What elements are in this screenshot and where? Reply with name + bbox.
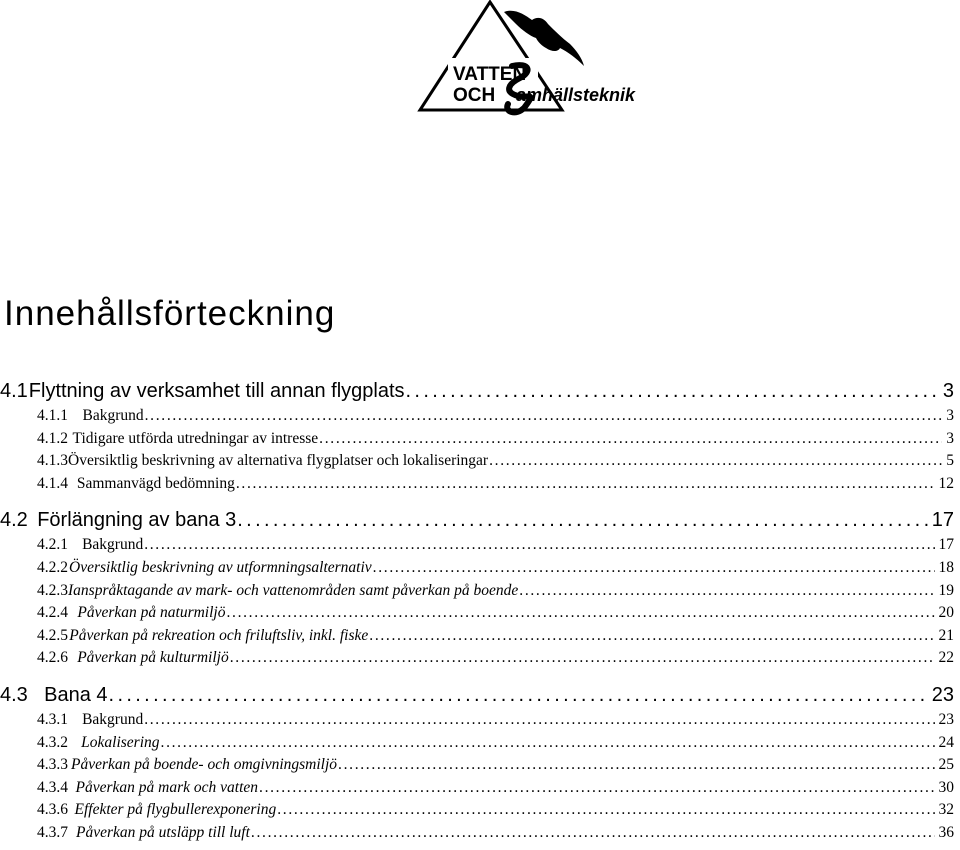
entry-page: 3 <box>943 405 954 428</box>
dot-leader <box>319 428 942 451</box>
logo-line2: OCH <box>453 85 496 106</box>
toc-section-4-3 <box>0 682 960 845</box>
entry-title: Ianspråktagande av mark- och vattenområden samt påverkan på boende <box>68 580 518 603</box>
entry-number: 4.1 <box>0 378 29 405</box>
entry-number: 4.1.2 <box>0 428 73 451</box>
entry-page: 12 <box>936 473 955 496</box>
vatten-och-samhallsteknik-logo <box>412 0 662 140</box>
entry-title: Bakgrund <box>82 405 143 428</box>
entry-number: 4.1.1 <box>0 405 82 428</box>
dot-leader <box>406 378 941 405</box>
dot-leader <box>236 473 935 496</box>
toc-section-4-1 <box>0 378 960 495</box>
entry-title: Översiktlig beskrivning av utformningsalternativ <box>69 557 372 580</box>
toc-entry[interactable] <box>0 580 960 603</box>
entry-title: Påverkan på kulturmiljö <box>77 647 229 670</box>
dot-leader <box>230 647 935 670</box>
toc-entry[interactable] <box>0 822 960 845</box>
entry-number: 4.1.4 <box>0 473 77 496</box>
entry-number: 4.2.2 <box>0 557 69 580</box>
entry-page: 20 <box>936 602 955 625</box>
entry-number: 4.3.2 <box>0 732 81 755</box>
entry-number: 4.2.5 <box>0 625 69 648</box>
entry-title: Påverkan på mark och vatten <box>76 777 259 800</box>
entry-title: Bakgrund <box>82 709 143 732</box>
entry-number: 4.2.1 <box>0 534 82 557</box>
entry-title: Tidigare utförda utredningar av intresse <box>73 428 319 451</box>
toc-entry[interactable] <box>0 625 960 648</box>
toc-entry[interactable] <box>0 682 960 709</box>
entry-page: 3 <box>942 378 954 405</box>
entry-page: 24 <box>936 732 955 755</box>
logo-graphic <box>412 0 662 140</box>
entry-page: 21 <box>936 625 955 648</box>
section-gap <box>0 670 960 682</box>
entry-title: Sammanvägd bedömning <box>77 473 235 496</box>
dot-leader <box>519 580 934 603</box>
dot-leader <box>277 799 934 822</box>
toc-entry[interactable] <box>0 473 960 496</box>
entry-number: 4.3.7 <box>0 822 76 845</box>
dot-leader <box>161 732 935 755</box>
entry-title: Effekter på flygbullerexponering <box>74 799 276 822</box>
toc-entry[interactable] <box>0 507 960 534</box>
dot-leader <box>237 507 929 534</box>
entry-page: 22 <box>936 647 955 670</box>
toc-entry[interactable] <box>0 428 960 451</box>
dot-leader <box>338 754 934 777</box>
dot-leader <box>373 557 935 580</box>
toc-entry[interactable] <box>0 557 960 580</box>
toc-entry[interactable] <box>0 647 960 670</box>
entry-page: 5 <box>943 450 954 473</box>
toc-entry[interactable] <box>0 602 960 625</box>
entry-number: 4.3.3 <box>0 754 71 777</box>
toc-entry[interactable] <box>0 534 960 557</box>
entry-number: 4.2.6 <box>0 647 77 670</box>
entry-title: Flyttning av verksamhet till annan flygplats <box>29 378 405 405</box>
dot-leader <box>109 682 930 709</box>
entry-page: 17 <box>931 507 954 534</box>
dot-leader <box>259 777 934 800</box>
section-gap <box>0 495 960 507</box>
logo-line3: amhällsteknik <box>516 85 636 105</box>
entry-title: Lokalisering <box>81 732 159 755</box>
dot-leader <box>144 534 934 557</box>
entry-title: Bakgrund <box>82 534 143 557</box>
entry-page: 30 <box>936 777 955 800</box>
toc-entry[interactable] <box>0 709 960 732</box>
entry-number: 4.3 <box>0 682 44 709</box>
toc-section-4-2 <box>0 507 960 670</box>
dot-leader <box>369 625 934 648</box>
logo-line1: VATTEN <box>453 64 527 85</box>
entry-number: 4.2.3 <box>0 580 68 603</box>
toc-entry[interactable] <box>0 378 960 405</box>
dot-leader <box>226 602 934 625</box>
entry-number: 4.3.6 <box>0 799 74 822</box>
dot-leader <box>145 405 943 428</box>
entry-page: 36 <box>936 822 955 845</box>
logo-s-letter: S <box>412 0 413 1</box>
table-of-contents <box>0 378 960 845</box>
entry-page: 3 <box>943 428 954 451</box>
entry-title: Påverkan på utsläpp till luft <box>76 822 250 845</box>
toc-entry[interactable] <box>0 732 960 755</box>
entry-number: 4.2 <box>0 507 37 534</box>
toc-entry[interactable] <box>0 777 960 800</box>
entry-title: Översiktlig beskrivning av alternativa flygplatser och lokaliseringar <box>68 450 488 473</box>
toc-title: Innehållsförteckning <box>4 294 336 333</box>
entry-page: 19 <box>936 580 955 603</box>
dot-leader <box>144 709 934 732</box>
entry-title: Bana 4 <box>44 682 107 709</box>
entry-page: 23 <box>936 709 955 732</box>
toc-entry[interactable] <box>0 405 960 428</box>
dot-leader <box>251 822 935 845</box>
entry-page: 18 <box>936 557 955 580</box>
entry-page: 23 <box>931 682 954 709</box>
entry-number: 4.1.3 <box>0 450 68 473</box>
entry-page: 32 <box>936 799 955 822</box>
entry-number: 4.3.1 <box>0 709 82 732</box>
entry-number: 4.2.4 <box>0 602 77 625</box>
entry-title: Påverkan på naturmiljö <box>77 602 225 625</box>
entry-title: Påverkan på rekreation och friluftsliv, inkl. fiske <box>69 625 368 648</box>
toc-entry[interactable] <box>0 799 960 822</box>
dot-leader <box>489 450 942 473</box>
entry-page: 25 <box>936 754 955 777</box>
entry-number: 4.3.4 <box>0 777 76 800</box>
entry-title: Förlängning av bana 3 <box>37 507 236 534</box>
entry-title: Påverkan på boende- och omgivningsmiljö <box>71 754 337 777</box>
toc-entry[interactable] <box>0 450 960 473</box>
entry-page: 17 <box>936 534 955 557</box>
toc-entry[interactable] <box>0 754 960 777</box>
